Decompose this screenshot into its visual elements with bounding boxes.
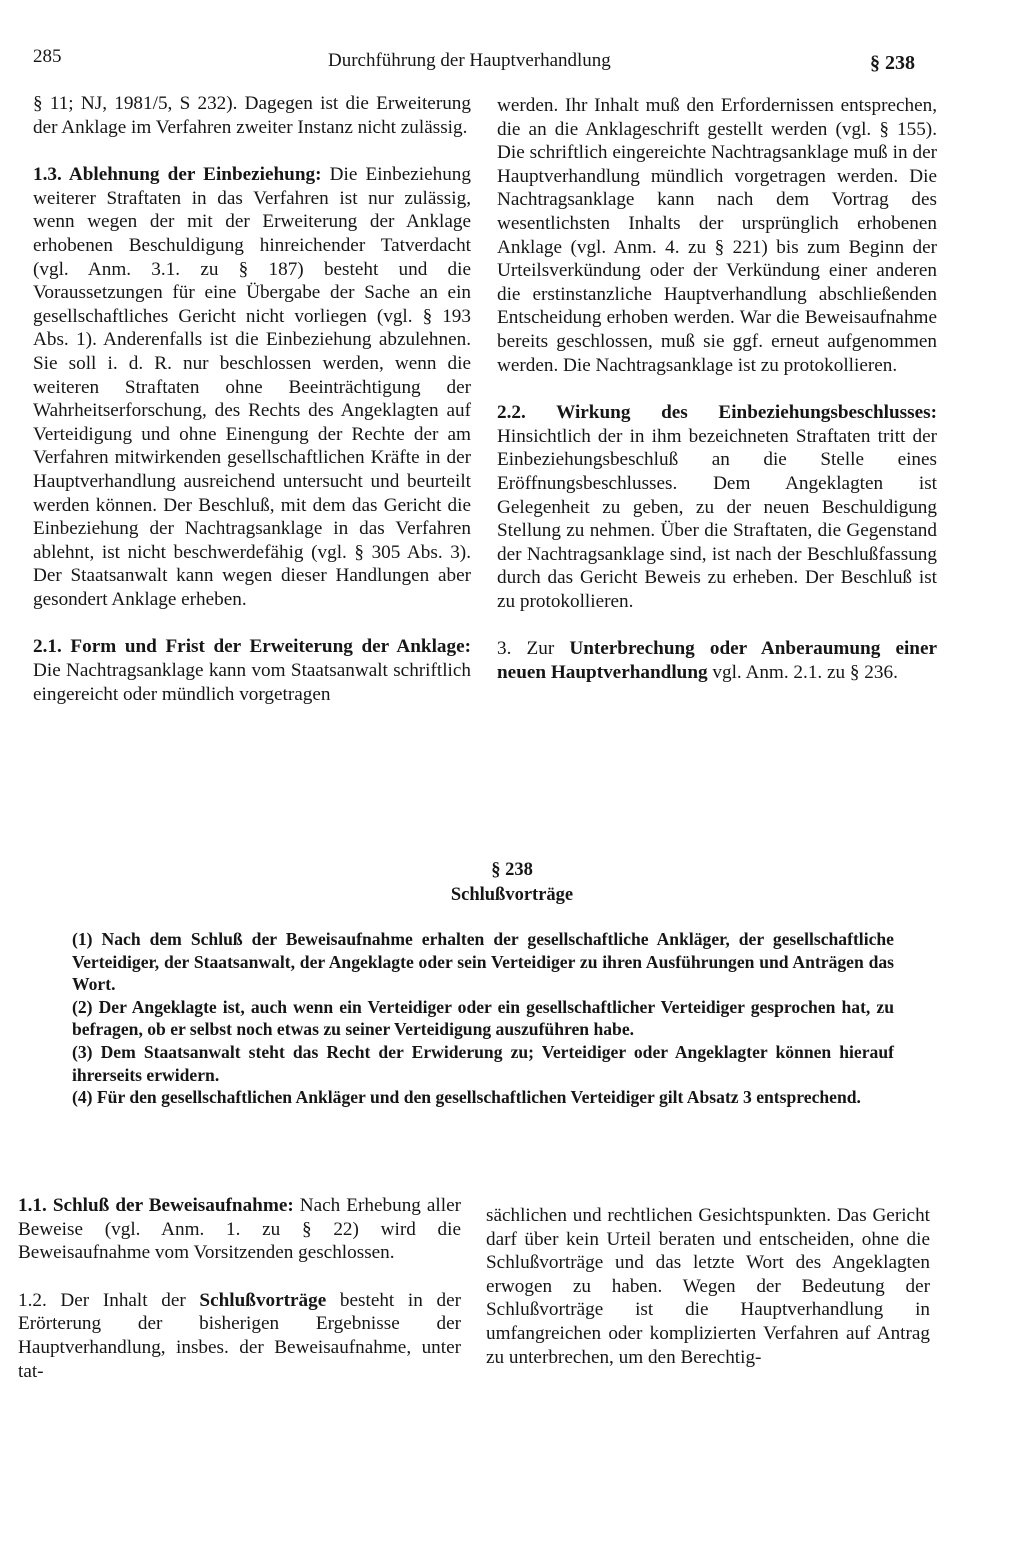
commentary-text: besteht in der Erörterung der bisherigen Ergebnisse der Hauptverhandlung, insbes. der Beweisaufnahme, unter tat- [18, 1289, 461, 1382]
commentary-heading: Unterbrechung oder Anberaumung einer neuen Hauptverhandlung [497, 638, 937, 684]
commentary-prefix: 3. Zur [497, 638, 570, 660]
law-paragraph: (1) Nach dem Schluß der Beweisaufnahme erhalten der gesellschaftliche Ankläger, der gesellschaftliche Verteidiger, der Staatsanwalt, der Angeklagte oder sein Verteidiger zu ihren Ausführungen und Anträgen das Wort. [72, 929, 894, 995]
commentary-heading: 2.2. Wirkung des Einbeziehungsbeschlusses: [497, 402, 937, 424]
commentary-text: Die Nachtragsanklage kann vom Staatsanwalt schriftlich eingereicht oder mündlich vorgetragen [33, 660, 471, 705]
page-number: 285 [33, 46, 62, 67]
upper-left-column [33, 92, 471, 706]
commentary-text: Die Einbeziehung weiterer Straftaten in das Verfahren ist nur zulässig, wenn wegen der mit der Erweiterung der Anklage erhobenen Beschuldigung hinreichender Tatverdacht (vgl. Anm. 3.1. zu § 187) besteht und die Voraussetzungen für eine Übergabe der Sache an ein gesellschaftliches Gericht nicht vorliegen (vgl. § 193 Abs. 1). Anderenfalls ist die Einbeziehung abzulehnen. Sie soll i. d. R. nur beschlossen werden, wenn die weiteren Straftaten ohne Beeinträchtigung der Wahrheitserforschung, des Rechts des Angeklagten auf Verteidigung und ohne Einengung der Rechte der am Verfahren mitwirkenden gesellschaftlichen Kräfte in der Hauptverhandlung ausreichend untersucht und beurteilt werden können. Der Beschluß, mit dem das Gericht die Einbeziehung der Nachtragsanklage in das Verfahren ablehnt, ist nicht beschwerdefähig (vgl. § 305 Abs. 3). Der Staatsanwalt kann wegen dieser Handlungen aber gesondert Anklage erheben. [33, 164, 471, 610]
commentary-paragraph [33, 163, 471, 611]
commentary-paragraph [33, 635, 471, 706]
commentary-heading: Schlußvorträge [199, 1289, 327, 1311]
commentary-paragraph: § 11; NJ, 1981/5, S 232). Dagegen ist die Erweiterung der Anklage im Verfahren zweiter Instanz nicht zulässig. [33, 93, 471, 138]
law-paragraph: (4) Für den gesellschaftlichen Ankläger und den gesellschaftlichen Verteidiger gilt Absatz 3 entsprechend. [72, 1087, 861, 1108]
page-header [0, 46, 1024, 80]
commentary-text: Hinsichtlich der in ihm bezeichneten Straftaten tritt der Einbeziehungsbeschluß an die Stelle eines Eröffnungsbeschlusses. Dem Angeklagten ist Gelegenheit zu geben, zu der neuen Beschuldigung Stellung zu nehmen. Über die Straftaten, die Gegenstand der Nachtragsanklage sind, ist nach der Beschlußfassung durch das Gericht Beweis zu erheben. Der Beschluß ist zu protokollieren. [497, 425, 937, 612]
paragraph-reference: § 238 [870, 52, 915, 74]
commentary-paragraph: werden. Ihr Inhalt muß den Erfordernissen entsprechen, die an die Anklageschrift gestellt werden (vgl. § 155). Die schriftlich eingereichte Nachtragsanklage muß in der Hauptverhandlung mündlich vorgetragen werden. Die Nachtragsanklage kann nach dem Vortrag des wesentlichsten Inhalts der ursprünglich erhobenen Anklage (vgl. Anm. 4. zu § 221) bis zum Beginn der Urteilsverkündung oder der Verkündung einer anderen die erstinstanzliche Hauptverhandlung abschließenden Entscheidung erhoben werden. War die Beweisaufnahme bereits geschlossen, muß sie ggf. erneut aufgenommen werden. Die Nachtragsanklage ist zu protokollieren. [497, 95, 937, 376]
commentary-paragraph: sächlichen und rechtlichen Gesichtspunkten. Das Gericht darf über kein Urteil beraten und entscheiden, ohne die Schlußvorträge und das letzte Wort des Angeklagten erwogen zu haben. Wegen der Bedeutung der Schlußvorträge ist die Hauptverhandlung in umfangreichen oder komplizierten Verfahren auf Antrag zu unterbrechen, um den Berechtig- [486, 1205, 930, 1368]
commentary-heading: 1.1. Schluß der Beweisaufnahme: [18, 1195, 294, 1216]
lower-right-column [486, 1204, 930, 1369]
lower-left-column [18, 1194, 461, 1383]
commentary-heading: 2.1. Form und Frist der Erweiterung der Anklage: [33, 636, 471, 658]
running-title: Durchführung der Hauptverhandlung [328, 50, 611, 71]
commentary-paragraph [497, 401, 937, 613]
commentary-prefix: 1.2. Der Inhalt der [18, 1289, 200, 1311]
commentary-heading: 1.3. Ablehnung der Einbeziehung: [33, 164, 322, 186]
law-section-title: Schlußvorträge [450, 885, 574, 905]
commentary-paragraph [18, 1289, 461, 1383]
law-text [72, 928, 894, 1109]
commentary-paragraph [18, 1194, 461, 1265]
commentary-text: Nach Erhebung aller Beweise (vgl. Anm. 1. zu § 22) wird die Beweisaufnahme vom Vorsitzenden geschlossen. [18, 1195, 461, 1264]
commentary-text: vgl. Anm. 2.1. zu § 236. [707, 662, 898, 684]
law-paragraph: (2) Der Angeklagte ist, auch wenn ein Verteidiger oder ein gesellschaftlicher Verteidiger gesprochen hat, zu befragen, ob er selbst noch etwas zu seiner Verteidigung auszuführen habe. [72, 996, 894, 1040]
commentary-paragraph [497, 637, 937, 684]
law-section-number: § 238 [491, 860, 533, 880]
upper-right-column [497, 94, 937, 685]
law-paragraph: (3) Dem Staatsanwalt steht das Recht der Erwiderung zu; Verteidiger oder Angeklagter können hierauf ihrerseits erwidern. [72, 1041, 894, 1085]
